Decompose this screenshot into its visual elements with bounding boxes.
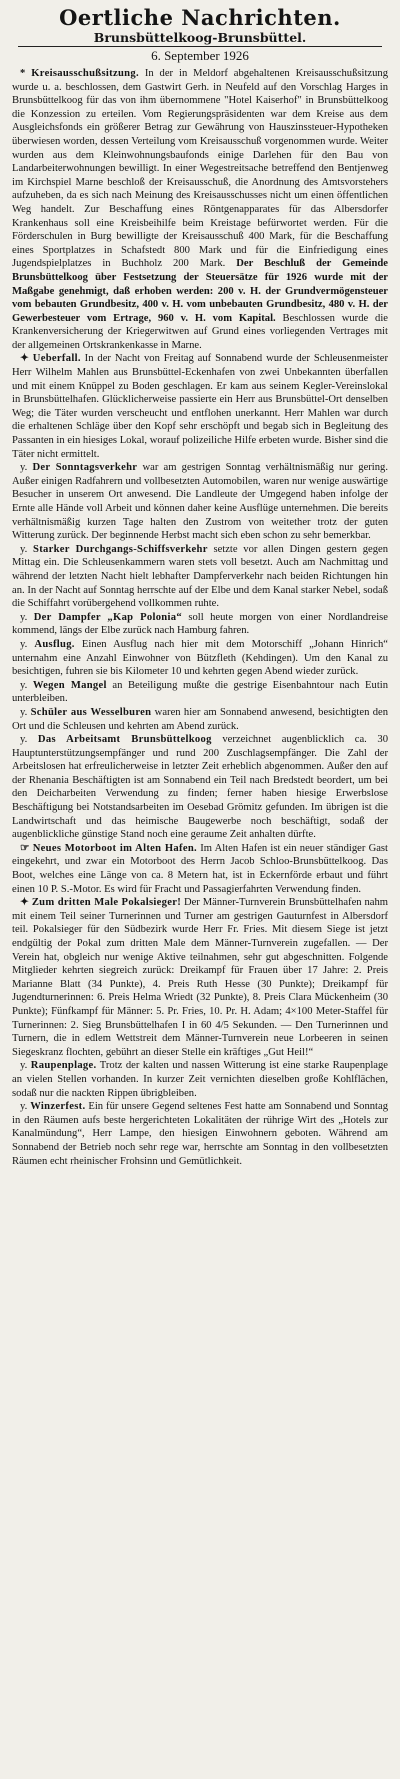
article-sonntagsverkehr — [12, 461, 388, 543]
article-headline: Der Sonntagsverkehr — [32, 462, 138, 474]
article-text: an Beteiligung mußte die gestrige Eisenbahntour nach Eutin unterbleiben. — [12, 679, 388, 705]
article-headline: Der Dampfer „Kap Polonia“ — [33, 611, 182, 623]
article-schueler — [12, 706, 388, 733]
issue-date: 6. September 1926 — [151, 48, 249, 63]
article-mangel — [12, 679, 388, 706]
article-pokalsieger — [12, 896, 388, 1059]
article-headline: Neues Motorboot im Alten Hafen. — [32, 842, 197, 854]
article-text: In der in Meldorf abgehaltenen Kreisausschußsitzung wurde u. a. beschlossen, dem Gastwirt Gerh. in Neufeld auf den Vorschlag Harges in Brunsbüttelkoog für das von ihm übernommene "Hotel Kaiserhof" in Brunsbüttelkoog die Konzession zu erteilen. Vom Regierungspräsidenten war dem Kreise aus dem Ausgleichsfonds ein größerer Betrag zur Gewährung von Hauszinssteuer-Hypotheken überwiesen worden, dessen Verteilung vom Kreisausschuß vorgenommen wurde. Weiter wurden aus dem Kleinwohnungsbaufonds einige Darlehen für den Bau von Landarbeiterwohnungen bewilligt. In einer Wegestreitsache betreffend den Bentjenweg im Kirchspiel Marne beschloß der Kreisausschuß, die Anordnung des Amtsvorstehers aufzuheben, da es sich nach Meinung des Kreisausschusses nicht um einen öffentlichen Weg handelt. Zur Beschaffung eines Röntgenapparates für das Albersdorfer Krankenhaus soll eine Kreisbeihilfe beim Kreistage befürwortet werden. Für die Förderschulen in Burg bewilligte der Kreisausschuß 400 Mark, für die Beschaffung eines Sportplatzes in Schafstedt 800 Mark und für die Einfriedigung eines Jugendspielplatzes in Buchholz 200 Mark. — [12, 68, 389, 270]
article-text: soll heute morgen von einer Nordlandreise kommend, längs der Elbe zurück nach Hamburg fahren. — [12, 611, 388, 637]
article-marker: y. — [20, 462, 28, 474]
newspaper-page — [12, 0, 388, 1168]
article-marker: y. — [20, 638, 28, 650]
article-text: Der Männer-Turnverein Brunsbüttelhafen nahm mit einem Teil seiner Turnerinnen und Turner am gestrigen Gauturnfest in Albersdorf teil. Pokalsieger für den Südbezirk wurde Herr Fr. Fries. Mit diesem Siege ist jetzt endgültig der Pokal zum dritten Male dem Männer-Turnverein zugefallen. — Der Verein hat, obgleich nur wenige Aktive teilnahmen, sehr gut abgeschnitten. Folgende Mitglieder kehrten siegreich zurück: Dreikampf für Frauen über 17 Jahre: 2. Preis Marianne Blatt (34 Punkte), 4. Preis Ruth Hesse (30 Punkte); Dreikampf für Jugendturnerinnen: 6. Preis Helma Wriedt (32 Punkte), 8. Preis Clara Mückenheim (30 Punkte); Fünfkampf für Männer: 5. Pr. Fries, 10. Pr. H. Adam; 4×100 Meter-Staffel für Turnerinnen: 2. Sieg Brunsbüttelhafen I in 60 4/5 Sekunden. — Den Turnerinnen und Turnern, die in edlem Wettstreit dem Männer-Turnverein neue Lorbeeren in seinen Siegeskranz flochten, gebührt an dieser Stelle ein kräftiges „Gut Heil!“ — [12, 897, 389, 1058]
article-headline: Kreisausschußsitzung. — [31, 68, 139, 79]
article-marker: y. — [20, 1101, 28, 1113]
article-marker: y. — [20, 734, 28, 746]
article-headline: Das Arbeitsamt Brunsbüttelkoog — [37, 734, 212, 746]
article-headline: Starker Durchgangs-Schiffsverkehr — [33, 543, 208, 555]
article-headline: Ausflug. — [34, 638, 75, 650]
article-headline: Ueberfall. — [32, 353, 81, 365]
article-headline: Schüler aus Wesselburen — [30, 706, 152, 718]
article-schiffsverkehr — [12, 543, 388, 611]
article-headline: Raupenplage. — [30, 1060, 97, 1072]
article-arbeitsamt — [12, 733, 388, 842]
article-raupenplage — [12, 1059, 388, 1100]
article-dampfer — [12, 611, 388, 638]
article-marker: y. — [20, 611, 28, 623]
section-title: Oertliche Nachrichten. — [59, 5, 341, 30]
article-kreisausschuss — [12, 67, 388, 352]
article-headline: Wegen Mangel — [32, 679, 107, 691]
section-subtitle: Brunsbüttelkoog-Brunsbüttel. — [18, 30, 382, 47]
article-tail-text: Beschlossen wurde die Krankenversicherung der Kriegerwitwen auf Grund eines vorliegenden Vertrages mit der allgemeinen Ortskrankenkasse in Marne. — [12, 312, 388, 351]
article-text: setzte vor allen Dingen gestern gegen Mittag ein. Die Schleusenkammern waren stets voll besetzt. Auch am Nachmittag und während der letzten Nacht hielt lebhafter Dampferverkehr nach beiden Richtungen hin an. In der Nacht auf Sonntag herrschte auf der Elbe und dem Kanal starker Nebel, sodaß die Schiffahrt vorübergehend vollkommen ruhte. — [12, 543, 388, 610]
article-text: Ein für unsere Gegend seltenes Fest hatte am Sonnabend und Sonntag in den Räumen aufs beste hergerichteten Lokalitäten der rührige Wirt des „Hotels zur Kanalmündung“, Herr Lampe, den hiesigen Einwohnern geboten. Während am Sonnabend der Betrieb noch sehr rege war, herrschte am Sonntag in den vollbesetzten Räumen echt rheinischer Frohsinn und Gemütlichkeit. — [12, 1101, 388, 1167]
article-text: In der Nacht von Freitag auf Sonnabend wurde der Schleusenmeister Herr Wilhelm Mahlen aus Brunsbüttel-Eckenhafen von zwei Unbekannten überfallen und mit einem Knüppel zu Boden geschlagen. Er kam aus seinem Kegler-Vereinslokal in Brunsbüttelhafen. Glücklicherweise passierte ein Herr aus Brunsbüttel-Ort denselben Weg; die Täter wurden verscheucht und entflohen unerkannt. Herr Mahlen war durch die erhaltenen Schläge über den Kopf sehr erschöpft und begab sich in Begleitung des Passanten in ein hiesiges Lokal, worauf polizeiliche Hilfe erbeten wurde. Bisher sind die Täter nicht ermittelt. — [12, 353, 388, 460]
article-text: war am gestrigen Sonntag verhältnismäßig nur gering. Außer einigen Radfahrern und vollbesetzten Automobilen, waren nur wenige auswärtige Besucher in unserem Ort anwesend. Die Landleute der Umgegend haben infolge der Ernte alle Hände voll Arbeit und können daher keine Ausflüge unternehmen. Die bereits verhältnismäßig kurzen Tage halten den Zustrom von weitether trotz der guten Witterung zurück. Der beginnende Herbst macht sich eben schon zu sehr bemerkbar. — [12, 462, 388, 542]
article-text: Im Alten Hafen ist ein neuer ständiger Gast eingekehrt, und zwar ein Motorboot des Herrn Jacob Schloo-Brunsbüttelkoog. Das Boot, welches eine Länge von ca. 8 Metern hat, ist in Eckernförde erbaut und führt einen 10 P. S.-Motor. Es wird für Fracht und Passagierfahrten Verwendung finden. — [12, 842, 388, 895]
article-motorboot — [12, 842, 388, 896]
article-headline: Zum dritten Male Pokalsieger! — [31, 897, 182, 909]
article-marker: * — [20, 68, 26, 79]
article-marker: y. — [20, 679, 28, 691]
article-marker: y. — [20, 1060, 28, 1072]
article-bold-text: Der Beschluß der Gemeinde Brunsbüttelkoog über Festsetzung der Steuersätze für 1926 wurde mit der Maßgabe genehmigt, daß erhoben werden: 200 v. H. der Grundvermögensteuer vom bebauten Grundbesitz, 400 v. H. vom unbebauten Grundbesitz, 480 v. H. der Gewerbesteuer vom Ertrage, 960 v. H. vom Kapital. — [12, 258, 388, 324]
article-winzerfest — [12, 1100, 388, 1168]
fleuron-icon: ✦ — [20, 897, 29, 909]
article-text: Trotz der kalten und nassen Witterung ist eine starke Raupenplage an vielen Stellen vorhanden. In kurzer Zeit vernichten dieselben große Kohlflächen, sodaß nur die nackten Rippen übrigbleiben. — [12, 1060, 388, 1099]
article-text: Einen Ausflug nach hier mit dem Motorschiff „Johann Hinrich“ unternahm eine Anzahl Einwohner von Bützfleth (Kehdingen). Um den Kanal zu besichtigen, fuhren sie bis Kilometer 10 und kehrten gegen Abend wieder zurück. — [12, 638, 388, 678]
article-ueberfall — [12, 352, 388, 461]
article-marker: y. — [20, 543, 28, 555]
fleuron-icon: ✦ — [20, 353, 29, 365]
article-ausflug — [12, 638, 388, 679]
article-text: waren hier am Sonnabend anwesend, besichtigten den Ort und die Schleusen und kehrten am Abend zurück. — [12, 706, 388, 732]
news-column — [12, 67, 388, 1168]
pointing-hand-icon: ☞ — [20, 842, 30, 854]
article-text: verzeichnet augenblicklich ca. 30 Hauptunterstützungsempfänger und rund 200 Zuschlagsempfänger. Die Zahl der Arbeitslosen hat erfreulicherweise in letzter Zeit erheblich abgenommen. Außer den auf der Rhenania Beschäftigten ist am Sonnabend ein Teil nach Bredstedt beordert, um bei den Deicharbeiten Verwendung zu finden; ferner haben hiesige Erwerbslose Beschäftigung bei Notstandsarbeiten im Oesebad Grömitz gefunden. Im übrigen ist die Landwirtschaft und das heimische Baugewerbe noch beschäftigt, sodaß der augenblickliche günstige Stand noch eine geraume Zeit anhalten dürfte. — [12, 734, 389, 841]
article-marker: y. — [20, 706, 28, 718]
article-headline: Winzerfest. — [30, 1101, 86, 1113]
masthead — [12, 6, 388, 65]
